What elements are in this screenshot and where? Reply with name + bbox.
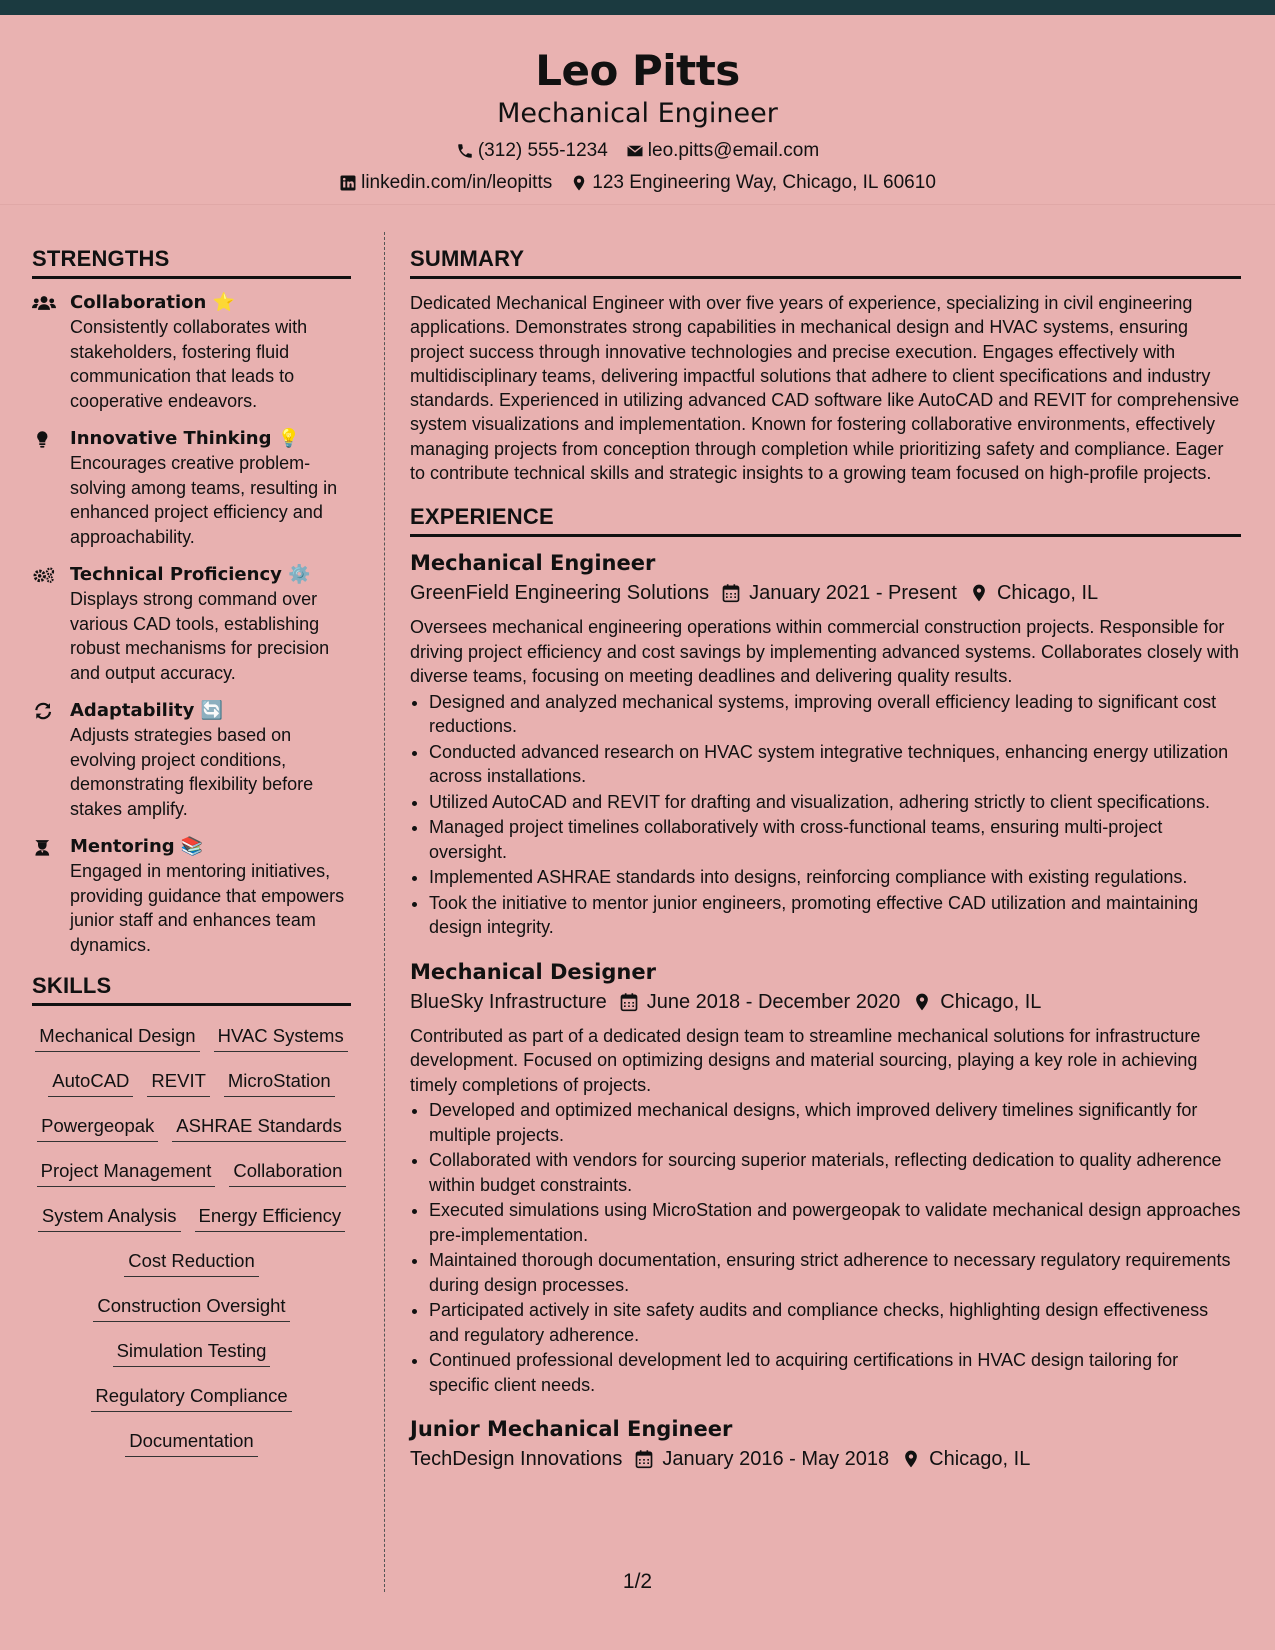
graduate-icon: [32, 837, 56, 857]
calendar-icon: [619, 992, 639, 1012]
lightbulb-icon: [32, 429, 56, 449]
skill-tag: Mechanical Design: [35, 1024, 199, 1052]
summary-heading: SUMMARY: [410, 244, 1241, 279]
job-bullet: • Managed project timelines collaboratively with cross-functional teams, ensuring multi-project oversight.: [429, 815, 1241, 864]
job-location: Chicago, IL: [996, 582, 1099, 605]
summary-text: Dedicated Mechanical Engineer with over five years of experience, specializing in civil engineering applications. Demonstrates strong capabilities in mechanical design and HVAC systems, ensuring project success through innovative technologies and precise execution. Engages effectively with multidisciplinary teams, delivering impactful solutions that adhere to client specifications and industry standards. Experienced in utilizing advanced CAD software like AutoCAD and REVIT for comprehensive system visualizations and implementation. Known for fostering collaborative environments, effectively managing projects from conception through completion while prioritizing safety and compliance. Eager to contribute technical skills and strategic insights to a growing team focused on high-profile projects.: [410, 293, 1240, 484]
job-bullet: • Developed and optimized mechanical designs, which improved delivery timelines significantly for multiple projects.: [429, 1098, 1241, 1147]
job-description: Contributed as part of a dedicated design team to streamline mechanical solutions for infrastructure development. Focused on optimizing designs and material sourcing, playing a key role in achieving timely completions of projects.: [410, 1025, 1201, 1095]
skill-tag: Energy Efficiency: [195, 1204, 346, 1232]
job-bullet: • Designed and analyzed mechanical systems, improving overall efficiency leading to significant cost reductions.: [429, 690, 1241, 739]
skill-tag: Cost Reduction: [124, 1249, 258, 1277]
skill-tag: Documentation: [125, 1429, 257, 1457]
phone-contact[interactable]: [456, 139, 608, 163]
gears-icon: [32, 565, 56, 585]
job-dates: June 2018 - December 2020: [646, 990, 901, 1013]
strength-desc: Adjusts strategies based on evolving project conditions, demonstrating flexibility before stakes amplify.: [70, 725, 314, 819]
skill-tag: Simulation Testing: [113, 1339, 271, 1367]
right-column: [410, 244, 1241, 1491]
job-company: TechDesign Innovations: [410, 1448, 623, 1471]
map-marker-icon: [570, 174, 588, 192]
contact-line-2: [0, 171, 1275, 195]
address-contact: [570, 171, 936, 195]
skill-tag: Powergeopak: [37, 1114, 158, 1142]
strength-item: [32, 835, 351, 957]
strength-item: [32, 563, 351, 685]
job-bullet: • Implemented ASHRAE standards into designs, reinforcing compliance with existing regulations.: [429, 865, 1241, 890]
strength-item: [32, 699, 351, 821]
job-bullet: • Continued professional development led to acquiring certifications in HVAC design tailoring for specific client needs.: [429, 1348, 1241, 1397]
email-contact[interactable]: [626, 139, 819, 163]
sync-icon: [32, 701, 56, 721]
job-entry: [410, 549, 1241, 940]
job-meta: [410, 988, 1241, 1016]
top-accent-bar: [0, 0, 1275, 15]
strength-title: Adaptability 🔄: [70, 700, 224, 721]
job-bullet: • Collaborated with vendors for sourcing superior materials, reflecting dedication to quality adherence within budget constraints.: [429, 1148, 1241, 1197]
job-meta: [410, 1445, 1241, 1473]
job-dates: January 2021 - Present: [749, 582, 957, 605]
strength-title: Collaboration ⭐: [70, 292, 235, 313]
strength-item: [32, 427, 351, 549]
page-number: 1/2: [622, 1570, 653, 1593]
job-title: Mechanical Designer: [410, 959, 656, 984]
job-dates: January 2016 - May 2018: [662, 1448, 890, 1471]
skill-tag: AutoCAD: [48, 1069, 133, 1097]
users-icon: [32, 293, 56, 313]
job-company: GreenField Engineering Solutions: [410, 582, 710, 605]
phone-icon: [456, 142, 474, 160]
job-bullet: • Utilized AutoCAD and REVIT for drafting and visualization, adhering strictly to client specifications.: [429, 790, 1241, 815]
job-bullets: [410, 1098, 1241, 1397]
job-title: Mechanical Engineer: [410, 551, 656, 576]
linkedin-icon: [339, 174, 357, 192]
linkedin-text: linkedin.com/in/leopitts: [361, 172, 553, 193]
strength-title: Mentoring 📚: [70, 836, 204, 857]
job-location: Chicago, IL: [940, 990, 1042, 1013]
skill-tag: Collaboration: [229, 1159, 346, 1187]
skill-tag: MicroStation: [224, 1069, 335, 1097]
job-bullet: • Executed simulations using MicroStation and powergeopak to validate mechanical design approaches pre-implementation.: [429, 1198, 1241, 1247]
experience-heading: EXPERIENCE: [410, 502, 1241, 537]
skills-heading: SKILLS: [32, 971, 351, 1006]
phone-text: (312) 555-1234: [477, 140, 608, 161]
job-meta: [410, 579, 1241, 607]
map-marker-icon: [912, 992, 932, 1012]
skill-tag: Construction Oversight: [93, 1294, 289, 1322]
job-location: Chicago, IL: [929, 1448, 1031, 1471]
skill-tag: System Analysis: [38, 1204, 181, 1232]
envelope-icon: [626, 142, 644, 160]
job-company: BlueSky Infrastructure: [410, 990, 607, 1013]
strength-desc: Consistently collaborates with stakeholders, fostering fluid communication that leads to cooperative endeavors.: [70, 317, 308, 411]
job-bullet: • Conducted advanced research on HVAC system integrative techniques, enhancing energy utilization across installations.: [429, 740, 1241, 789]
strengths-heading: STRENGTHS: [32, 244, 351, 279]
job-entry: [410, 1415, 1241, 1473]
strength-desc: Encourages creative problem-solving among teams, resulting in enhanced project efficiency and approachability.: [70, 453, 338, 547]
job-title: Junior Mechanical Engineer: [410, 1417, 733, 1442]
strength-desc: Displays strong command over various CAD tools, establishing robust mechanisms for precision and output accuracy.: [70, 589, 330, 683]
job-bullet: • Participated actively in site safety audits and compliance checks, highlighting design effectiveness and regulatory adherence.: [429, 1298, 1241, 1347]
skill-tag: ASHRAE Standards: [172, 1114, 346, 1142]
resume-header: [0, 15, 1275, 205]
left-column: [32, 244, 351, 1468]
candidate-name: Leo Pitts: [535, 46, 740, 95]
strength-title: Technical Proficiency ⚙️: [70, 564, 311, 585]
strength-item: [32, 291, 351, 413]
skills-list: [32, 1018, 351, 1468]
strength-desc: Engaged in mentoring initiatives, providing guidance that empowers junior staff and enhances team dynamics.: [70, 861, 345, 955]
candidate-title: Mechanical Engineer: [497, 98, 778, 129]
job-entry: [410, 958, 1241, 1398]
job-bullet: • Took the initiative to mentor junior engineers, promoting effective CAD utilization and maintaining design integrity.: [429, 891, 1241, 940]
job-bullets: [410, 690, 1241, 940]
address-text: 123 Engineering Way, Chicago, IL 60610: [592, 172, 936, 193]
job-description: Oversees mechanical engineering operations within commercial construction projects. Responsible for driving project efficiency and cost savings by implementing advanced systems. Collaborates closely with diverse teams, focusing on meeting deadlines and delivering quality results.: [410, 617, 1240, 687]
job-bullet: • Maintained thorough documentation, ensuring strict adherence to necessary regulatory requirements during design processes.: [429, 1248, 1241, 1297]
skill-tag: Project Management: [37, 1159, 216, 1187]
skill-tag: HVAC Systems: [214, 1024, 348, 1052]
skill-tag: Regulatory Compliance: [91, 1384, 291, 1412]
column-divider: [384, 232, 385, 1592]
map-marker-icon: [969, 583, 989, 603]
email-text: leo.pitts@email.com: [647, 140, 820, 161]
skill-tag: REVIT: [147, 1069, 209, 1097]
strength-title: Innovative Thinking 💡: [70, 428, 301, 449]
contact-line-1: [0, 139, 1275, 163]
calendar-icon: [634, 1449, 654, 1469]
linkedin-contact[interactable]: [339, 171, 552, 195]
calendar-icon: [721, 583, 741, 603]
map-marker-icon: [901, 1449, 921, 1469]
